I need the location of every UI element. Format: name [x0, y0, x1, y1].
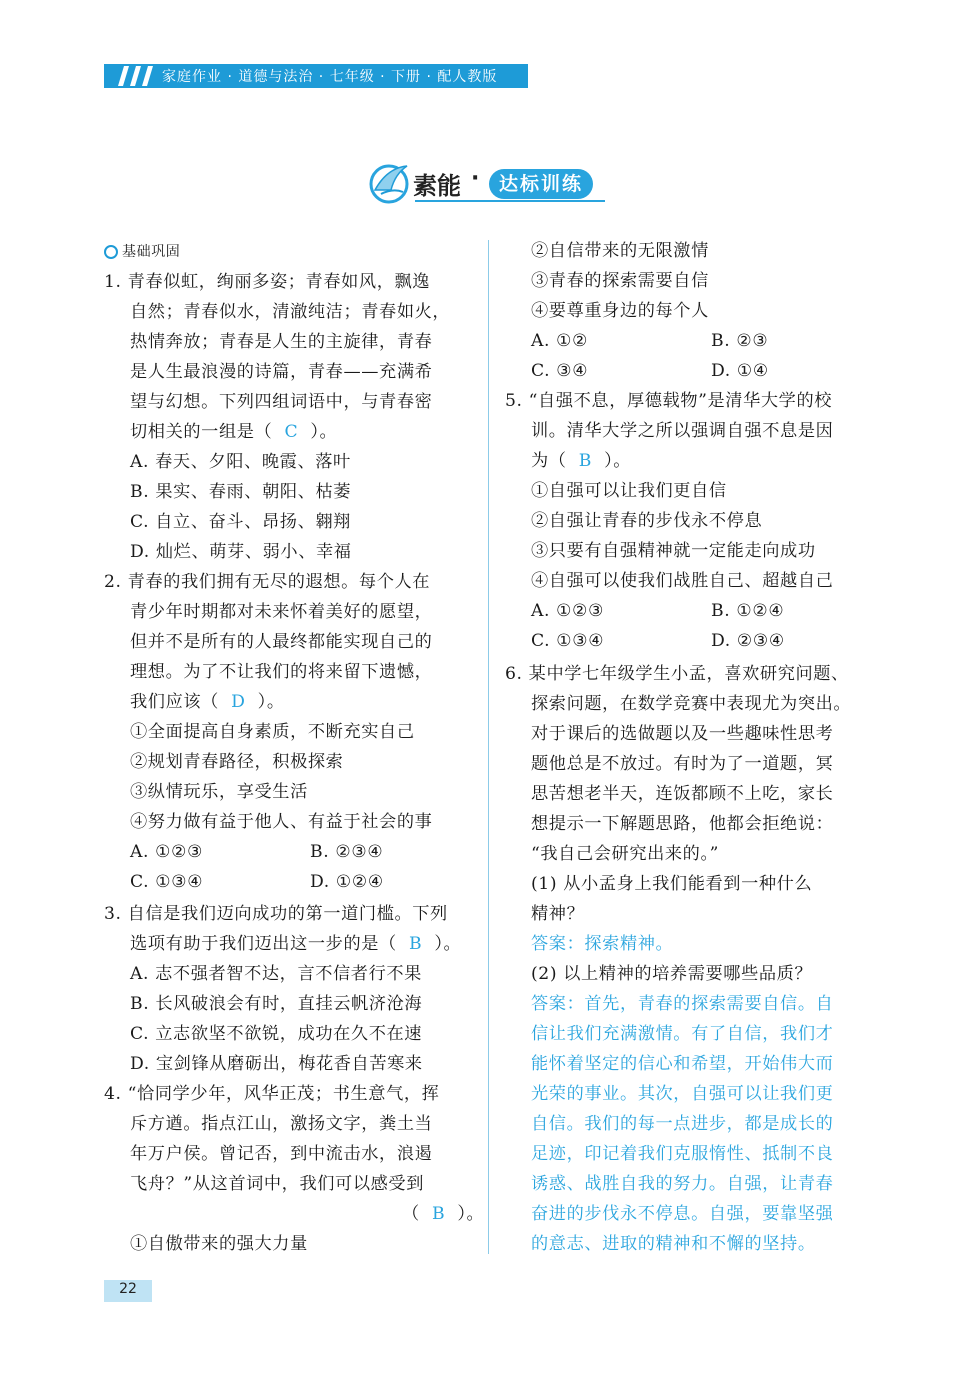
page-number-box — [104, 1280, 152, 1302]
q3-option: D. 宝剑锋从磨砺出，梅花香自苦寒来 — [130, 1054, 423, 1074]
answer-letter: C — [284, 422, 299, 442]
q2-option-d: D. ①②④ — [310, 872, 384, 892]
q5-option-d: D. ②③④ — [711, 631, 785, 651]
q2-item: ③纵情玩乐，享受生活 — [130, 782, 308, 802]
q6-answer2-line: 光荣的事业。其次，自强可以让我们更 — [531, 1084, 834, 1104]
q6-sub1: (1) 从小孟身上我们能看到一种什么 — [531, 874, 813, 894]
q5-item: ①自强可以让我们更自信 — [531, 481, 727, 501]
q5-option-a: A. ①②③ — [531, 601, 605, 621]
q6-line: 想提示一下解题思路，他都会拒绝说： — [531, 814, 834, 834]
slash-decoration-icon — [110, 64, 158, 88]
q4-option-d: D. ①④ — [711, 361, 769, 381]
q6-answer2-line: 足迹，印记着我们克服惰性、抵制不良 — [531, 1144, 834, 1164]
q4-item: ②自信带来的无限激情 — [531, 241, 709, 261]
q6-answer1: 答案：探索精神。 — [531, 934, 674, 954]
q6-answer2-line: 信让我们充满激情。有了自信，我们才 — [531, 1024, 834, 1044]
q1-answer-line: 切相关的一组是（ C ）。 — [130, 422, 338, 442]
q6-sub1: 精神？ — [531, 904, 585, 924]
q5-answer-line: 为（ B ）。 — [531, 451, 632, 471]
section-underline — [415, 200, 605, 202]
section-title-main: 素能 — [413, 172, 461, 200]
q2-line: 2. 青春的我们拥有无尽的遐想。每个人在 — [104, 572, 431, 592]
q1-line: 望与幻想。下列四组词语中，与青春密 — [130, 392, 433, 412]
q4-line: 飞舟？”从这首词中，我们可以感受到 — [130, 1174, 424, 1194]
column-divider — [488, 240, 489, 1254]
q6-line: 对于课后的选做题以及一些趣味性思考 — [531, 724, 834, 744]
q2-line: 理想。为了不让我们的将来留下遗憾， — [130, 662, 433, 682]
q6-answer2-line: 诱惑、战胜自我的努力。自强，让青春 — [531, 1174, 834, 1194]
q5-option-b: B. ①②④ — [711, 601, 785, 621]
q6-line: 6. 某中学七年级学生小孟，喜欢研究问题、 — [505, 664, 849, 684]
q4-option-b: B. ②③ — [711, 331, 769, 351]
q6-line: 探索问题，在数学竞赛中表现尤为突出。 — [531, 694, 852, 714]
q2-item: ①全面提高自身素质，不断充实自己 — [130, 722, 415, 742]
answer-letter: B — [431, 1204, 446, 1224]
answer-letter: D — [231, 692, 246, 712]
q2-option-c: C. ①③④ — [130, 872, 204, 892]
q5-item: ②自强让青春的步伐永不停息 — [531, 511, 763, 531]
section-title-sub: 达标训练 — [489, 169, 593, 199]
header-title: 家庭作业 · 道德与法治 · 七年级 · 下册 · 配人教版 — [162, 69, 498, 85]
q4-line: 4. “恰同学少年，风华正茂；书生意气，挥 — [104, 1084, 440, 1104]
q6-answer2-line: 答案：首先，青春的探索需要自信。自 — [531, 994, 834, 1014]
q6-answer2-line: 的意志、进取的精神和不懈的坚持。 — [531, 1234, 816, 1254]
q1-option: B. 果实、春雨、朝阳、枯萎 — [130, 482, 352, 502]
q4-line: 斥方遒。指点江山，激扬文字，粪土当 — [130, 1114, 433, 1134]
q6-line: “我自己会研究出来的。” — [531, 844, 720, 864]
q4-option-c: C. ③④ — [531, 361, 589, 381]
q2-answer-line: 我们应该（ D ）。 — [130, 692, 285, 712]
header-bar — [104, 64, 528, 88]
section-title — [365, 158, 615, 208]
q6-answer2-line: 自信。我们的每一点进步，都是成长的 — [531, 1114, 834, 1134]
q6-line: 题他总是不放过。有时为了一道题，冥 — [531, 754, 834, 774]
circle-bullet-icon — [104, 245, 118, 259]
q1-option: C. 自立、奋斗、昂扬、翱翔 — [130, 512, 351, 532]
answer-letter: B — [578, 451, 592, 471]
q5-line: 训。清华大学之所以强调自强不息是因 — [531, 421, 834, 441]
q5-item: ③只要有自强精神就一定能走向成功 — [531, 541, 816, 561]
page-number: 22 — [119, 1281, 137, 1297]
q4-line: 年万户侯。曾记否，到中流击水，浪遏 — [130, 1144, 433, 1164]
q1-line: 1. 青春似虹，绚丽多姿；青春如风，飘逸 — [104, 272, 431, 292]
q6-answer2-line: 能怀着坚定的信心和希望，开始伟大而 — [531, 1054, 834, 1074]
q5-item: ④自强可以使我们战胜自己、超越自己 — [531, 571, 834, 591]
q4-item: ③青春的探索需要自信 — [531, 271, 709, 291]
q3-option: B. 长风破浪会有时，直挂云帆济沧海 — [130, 994, 423, 1014]
q5-option-c: C. ①③④ — [531, 631, 605, 651]
q4-item: ④要尊重身边的每个人 — [531, 301, 709, 321]
q2-item: ④努力做有益于他人、有益于社会的事 — [130, 812, 433, 832]
q3-line: 3. 自信是我们迈向成功的第一道门槛。下列 — [104, 904, 448, 924]
q4-answer-paren: （ B ）。 — [402, 1204, 485, 1224]
q6-answer2-line: 奋进的步伐永不停息。自强，要靠坚强 — [531, 1204, 834, 1224]
q2-line: 青少年时期都对未来怀着美好的愿望， — [130, 602, 433, 622]
q1-line: 自然；青春似水，清澈纯洁；青春如火， — [130, 302, 451, 322]
bird-logo-icon — [367, 160, 413, 206]
q2-line: 但并不是所有的人最终都能实现自己的 — [130, 632, 433, 652]
q1-line: 是人生最浪漫的诗篇，青春——充满希 — [130, 362, 433, 382]
q3-option: A. 志不强者智不达，言不信者行不果 — [130, 964, 422, 984]
q1-option: A. 春天、夕阳、晚霞、落叶 — [130, 452, 351, 472]
q1-line: 热情奔放；青春是人生的主旋律，青春 — [130, 332, 433, 352]
section-title-dot: · — [471, 166, 480, 191]
q2-item: ②规划青春路径，积极探索 — [130, 752, 344, 772]
subsection-heading: 基础巩固 — [104, 236, 180, 266]
q2-option-a: A. ①②③ — [130, 842, 204, 862]
q5-line: 5. “自强不息，厚德载物”是清华大学的校 — [505, 391, 833, 411]
q3-option: C. 立志欲坚不欲锐，成功在久不在速 — [130, 1024, 423, 1044]
q4-item: ①自傲带来的强大力量 — [130, 1234, 308, 1254]
q1-option: D. 灿烂、萌芽、弱小、幸福 — [130, 542, 352, 562]
q4-option-a: A. ①② — [531, 331, 589, 351]
q6-line: 思苦想老半天，连饭都顾不上吃，家长 — [531, 784, 834, 804]
answer-letter: B — [408, 934, 423, 954]
q6-sub2: (2) 以上精神的培养需要哪些品质？ — [531, 964, 813, 984]
q3-answer-line: 选项有助于我们迈出这一步的是（ B ）。 — [130, 934, 462, 954]
q2-option-b: B. ②③④ — [310, 842, 384, 862]
